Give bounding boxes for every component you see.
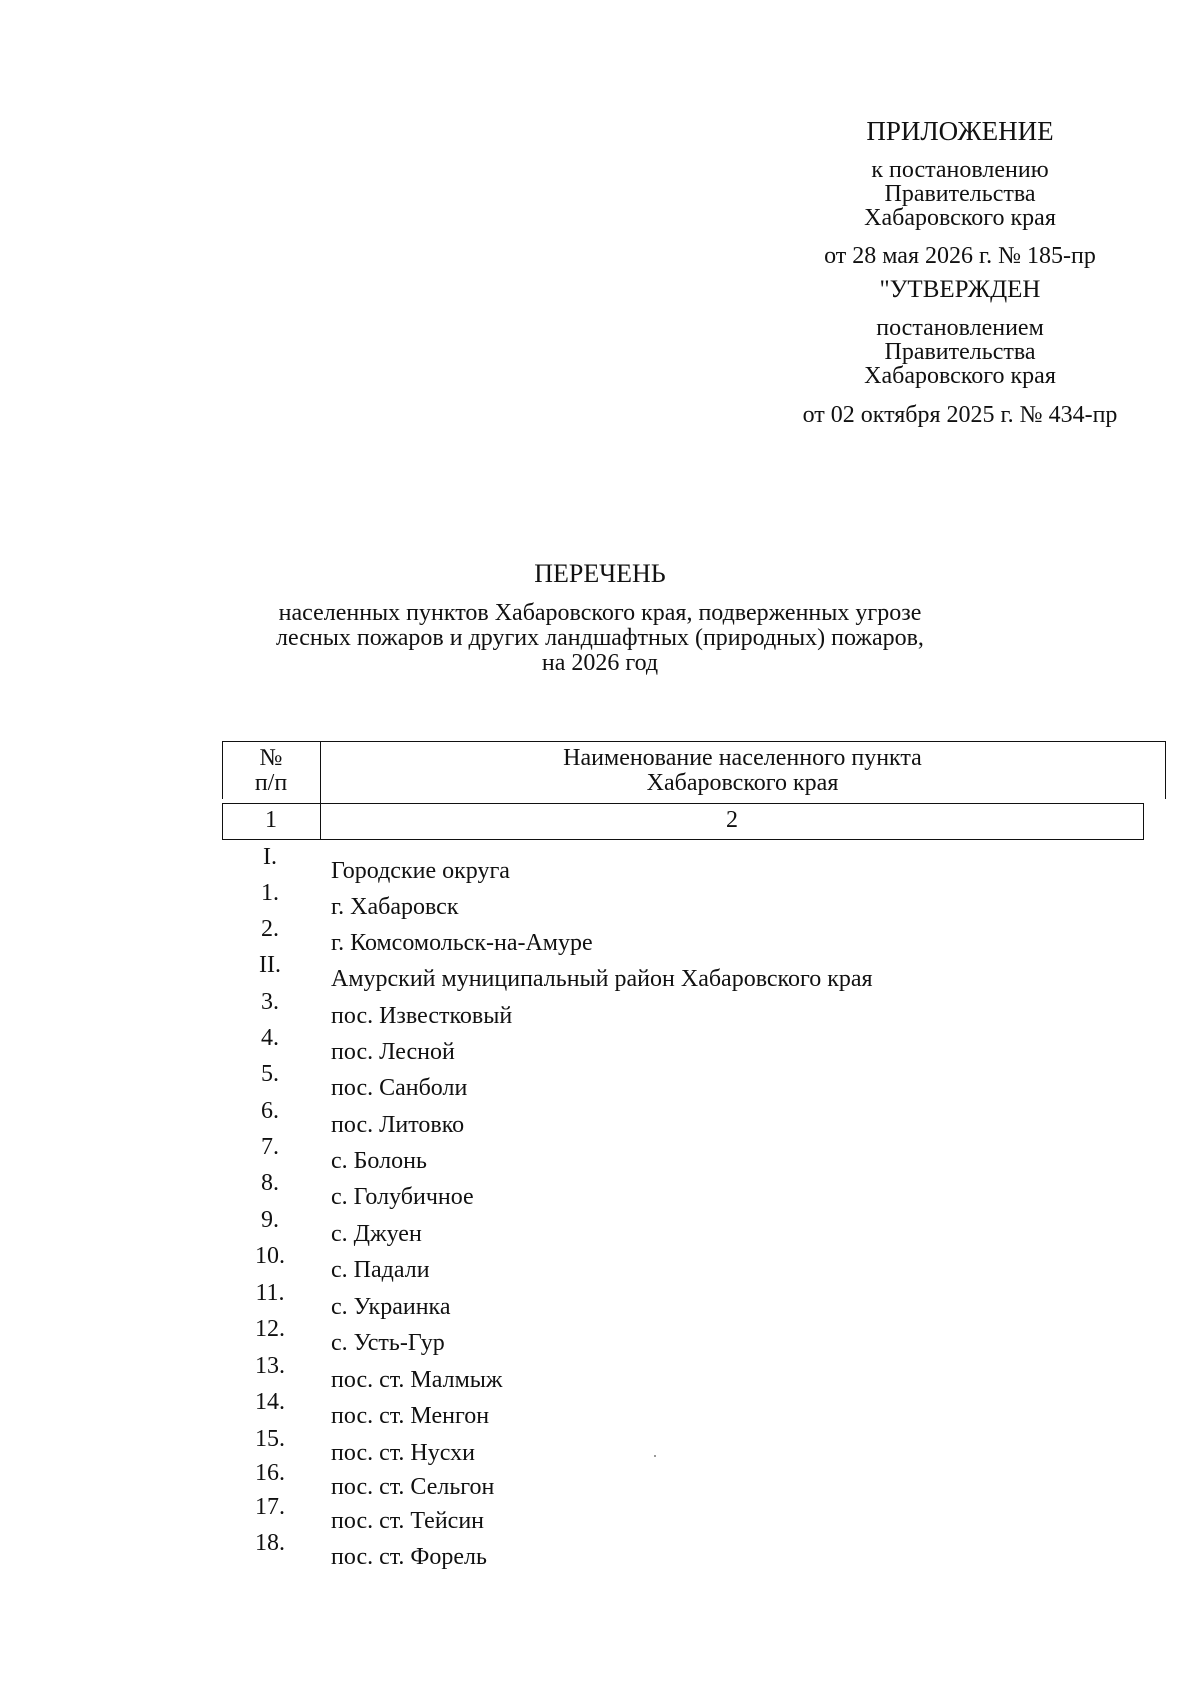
appendix-title: ПРИЛОЖЕНИЕ	[866, 116, 1054, 146]
appendix-date-number: от 28 мая 2026 г. № 185-пр	[824, 243, 1096, 269]
row-number: 17.	[255, 1494, 285, 1520]
row-settlement-name: г. Комсомольск-на-Амуре	[331, 930, 593, 956]
row-number: 13.	[255, 1353, 285, 1379]
row-number: 15.	[255, 1426, 285, 1452]
approved-title: "УТВЕРЖДЕН	[879, 276, 1041, 303]
col-number-index: 1	[265, 807, 277, 833]
row-settlement-name: пос. ст. Нусхи	[331, 1440, 475, 1466]
approved-line: постановлением	[876, 315, 1044, 341]
row-number: 14.	[255, 1389, 285, 1415]
row-settlement-name: с. Падали	[331, 1257, 430, 1283]
row-settlement-name: пос. ст. Менгон	[331, 1403, 490, 1429]
document-subtitle-line: на 2026 год	[541, 650, 659, 676]
row-number: 9.	[261, 1207, 279, 1233]
row-settlement-name: пос. ст. Малмыж	[331, 1367, 503, 1393]
approved-date-number: от 02 октября 2025 г. № 434-пр	[802, 402, 1118, 428]
col-name-index: 2	[726, 807, 738, 833]
approved-line: Правительства	[884, 339, 1036, 365]
row-settlement-name: с. Усть-Гур	[331, 1330, 445, 1356]
appendix-line: к постановлению	[871, 157, 1049, 183]
row-number: 1.	[261, 880, 279, 906]
row-settlement-name: пос. ст. Тейсин	[331, 1508, 485, 1534]
header-right-border	[1165, 741, 1166, 799]
row-number: 5.	[261, 1061, 279, 1087]
row-settlement-name: г. Хабаровск	[331, 894, 459, 920]
row-number: 12.	[255, 1316, 285, 1342]
row-settlement-name: с. Болонь	[331, 1148, 427, 1174]
row-settlement-name: пос. ст. Сельгон	[331, 1474, 495, 1500]
row-settlement-name: с. Украинка	[331, 1294, 451, 1320]
row-settlement-name: пос. Санболи	[331, 1075, 468, 1101]
row-settlement-name: с. Голубичное	[331, 1184, 474, 1210]
row-settlement-name: Амурский муниципальный район Хабаровского края	[331, 966, 873, 992]
approved-line: Хабаровского края	[864, 363, 1056, 389]
row-settlement-name: пос. Литовко	[331, 1112, 465, 1138]
row-number: 7.	[261, 1134, 279, 1160]
document-subtitle-line: лесных пожаров и других ландшафтных (природных) пожаров,	[276, 625, 924, 651]
row-settlement-name: пос. Известковый	[331, 1003, 513, 1029]
document-title: ПЕРЕЧЕНЬ	[534, 559, 666, 588]
row-settlement-name: Городские округа	[331, 858, 510, 884]
col-name-header: Наименование населенного пункта Хабаровского края	[563, 745, 922, 796]
row-number: 2.	[261, 916, 279, 942]
appendix-line: Хабаровского края	[864, 205, 1056, 231]
row-settlement-name: с. Джуен	[331, 1221, 422, 1247]
row-number: II.	[259, 952, 281, 978]
row-number: 16.	[255, 1460, 285, 1486]
col-number-header: № п/п	[254, 745, 288, 796]
row-number: 11.	[255, 1280, 285, 1306]
row-number: 8.	[261, 1170, 279, 1196]
row-number: 6.	[261, 1098, 279, 1124]
document-subtitle-line: населенных пунктов Хабаровского края, подверженных угрозе	[278, 600, 922, 626]
row-number: I.	[263, 844, 277, 870]
row-number: 10.	[255, 1243, 285, 1269]
row-settlement-name: пос. Лесной	[331, 1039, 455, 1065]
scan-speck	[654, 1455, 656, 1457]
row-number: 3.	[261, 989, 279, 1015]
row-number: 18.	[255, 1530, 285, 1556]
row-settlement-name: пос. ст. Форель	[331, 1544, 487, 1570]
appendix-line: Правительства	[884, 181, 1036, 207]
row-number: 4.	[261, 1025, 279, 1051]
